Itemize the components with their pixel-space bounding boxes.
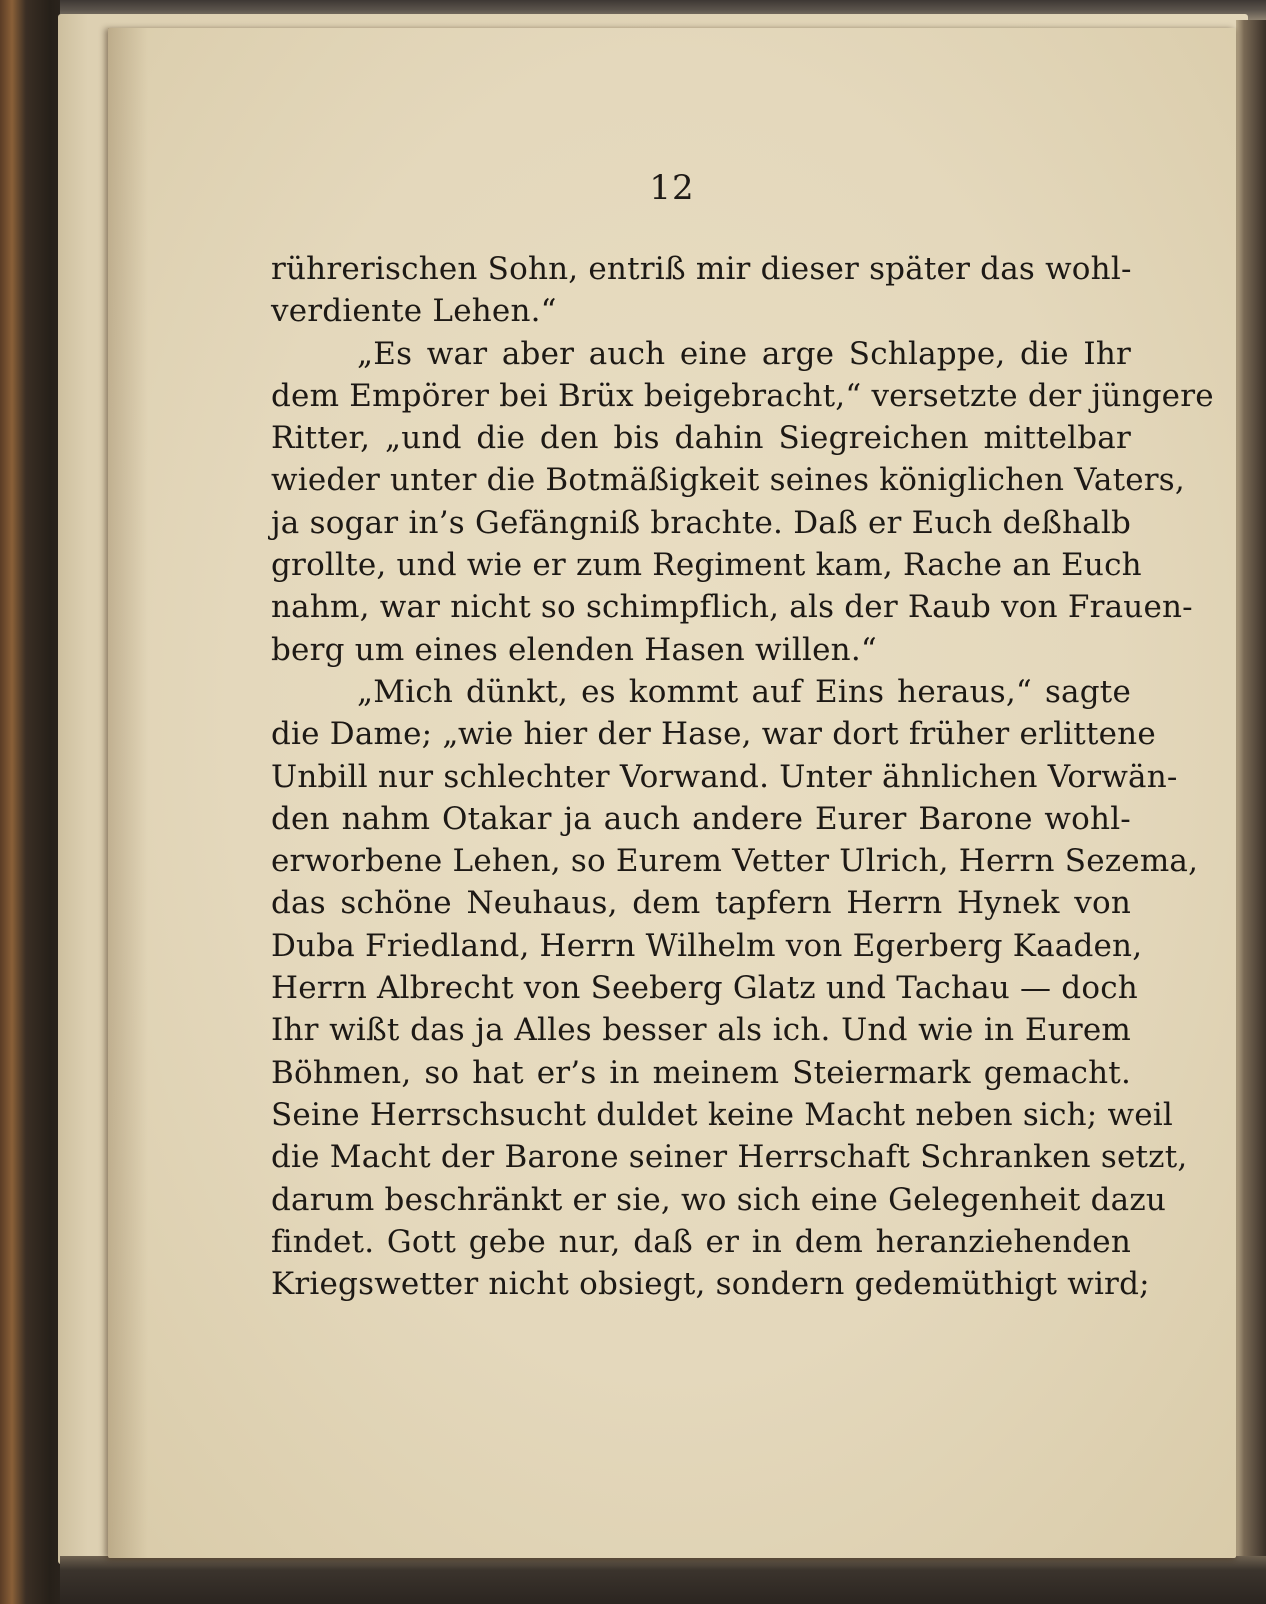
bottom-page-edge <box>60 1556 1266 1604</box>
text-line: Herrn Albrecht von Seeberg Glatz und Tachau — doch <box>271 970 1138 1007</box>
text-line: den nahm Otakar ja auch andere Eurer Barone wohl- <box>271 800 1131 837</box>
text-line: die Macht der Barone seiner Herrschaft Schranken setzt, <box>271 1139 1188 1176</box>
body-text <box>271 248 1214 1305</box>
text-line: nahm, war nicht so schimpflich, als der Raub von Frauen- <box>271 589 1193 626</box>
text-line: Duba Friedland, Herrn Wilhelm von Egerberg Kaaden, <box>271 927 1143 964</box>
text-line: Kriegswetter nicht obsiegt, sondern gedemüthigt wird; <box>271 1266 1150 1303</box>
text-line: „Mich dünkt, es kommt auf Eins heraus,“ sagte <box>357 673 1131 710</box>
text-line: das schöne Neuhaus, dem tapfern Herrn Hynek von <box>271 885 1131 922</box>
text-line: dem Empörer bei Brüx beigebracht,“ versetzte der jüngere <box>271 377 1214 414</box>
text-line: Unbill nur schlechter Vorwand. Unter ähnlichen Vorwän- <box>271 758 1178 795</box>
book-page <box>108 28 1236 1558</box>
text-line: ja sogar in’s Gefängniß brachte. Daß er Euch deßhalb <box>271 504 1131 541</box>
right-page-edge <box>1236 20 1266 1580</box>
text-line: berg um eines elenden Hasen willen.“ <box>271 631 877 668</box>
text-line: Seine Herrschsucht duldet keine Macht neben sich; weil <box>271 1096 1174 1133</box>
text-line: verdiente Lehen.“ <box>271 293 557 330</box>
text-line: erworbene Lehen, so Eurem Vetter Ulrich, Herrn Sezema, <box>271 843 1199 880</box>
text-line: rührerischen Sohn, entriß mir dieser später das wohl- <box>271 251 1132 287</box>
text-line: grollte, und wie er zum Regiment kam, Rache an Euch <box>271 547 1142 584</box>
text-line: Böhmen, so hat er’s in meinem Steiermark gemacht. <box>271 1054 1131 1091</box>
text-line: findet. Gott gebe nur, daß er in dem heranziehenden <box>271 1223 1131 1260</box>
text-line: wieder unter die Botmäßigkeit seines königlichen Vaters, <box>271 462 1185 499</box>
text-line: „Es war aber auch eine arge Schlappe, die Ihr <box>357 335 1131 372</box>
page-number: 12 <box>649 168 695 208</box>
text-line: darum beschränkt er sie, wo sich eine Gelegenheit dazu <box>271 1181 1167 1218</box>
text-line: die Dame; „wie hier der Hase, war dort früher erlittene <box>271 716 1156 753</box>
text-line: Ritter, „und die den bis dahin Siegreichen mittelbar <box>271 420 1131 457</box>
text-line: Ihr wißt das ja Alles besser als ich. Und wie in Eurem <box>271 1012 1131 1049</box>
